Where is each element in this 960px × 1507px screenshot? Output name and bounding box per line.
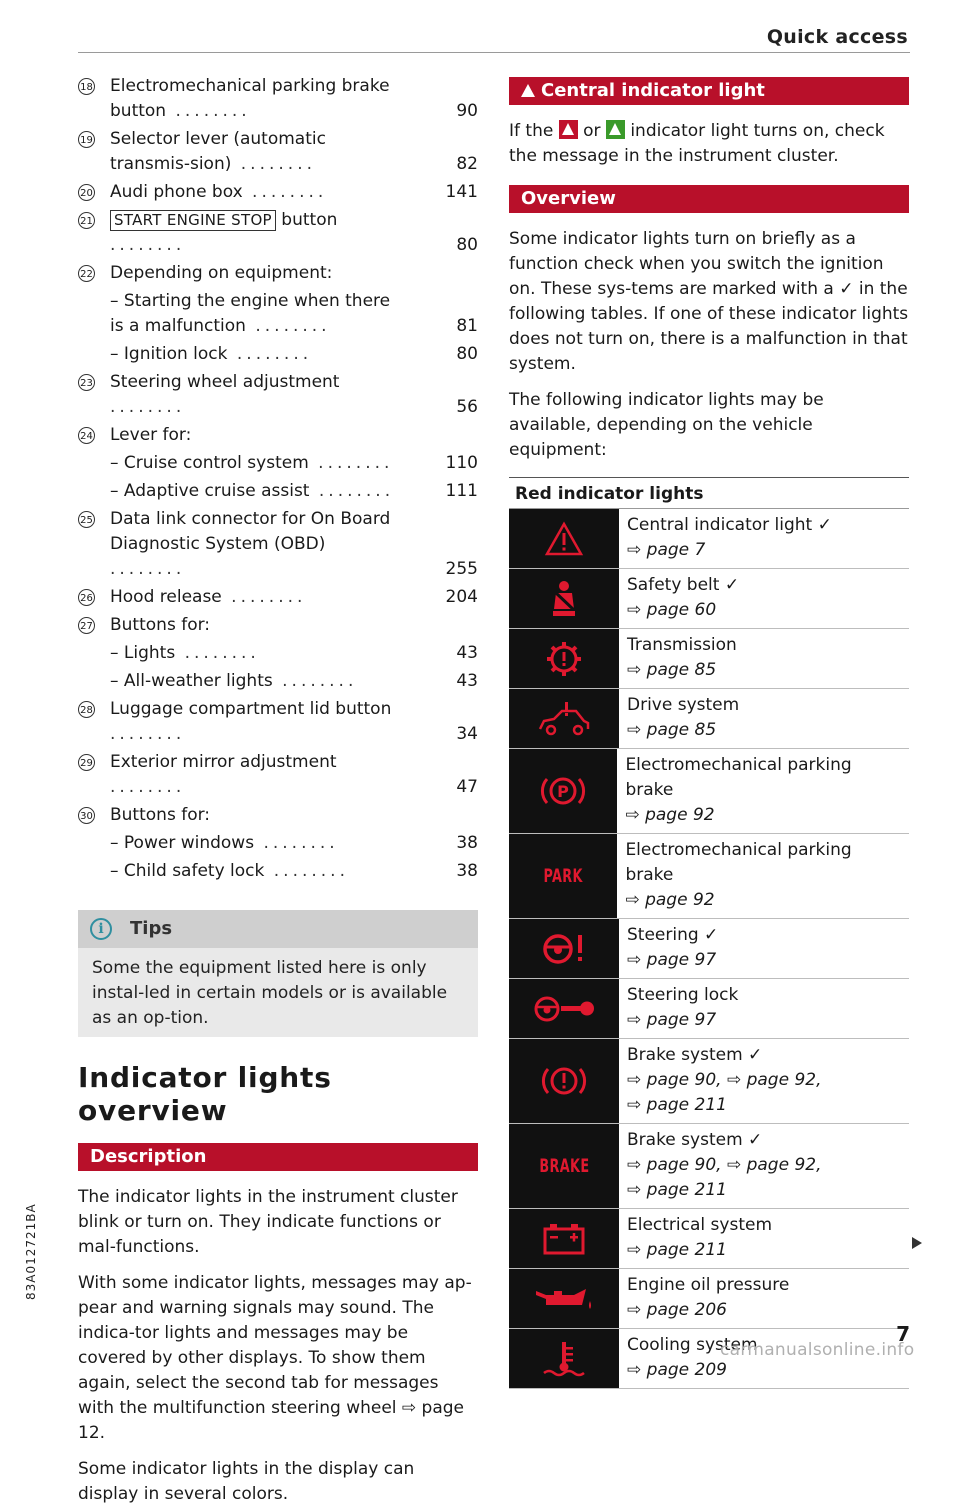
page-reference: 47: [456, 777, 478, 797]
leader-dots: ........: [245, 316, 331, 336]
yellow-warning-indicator-icon: [606, 120, 625, 139]
red-warning-indicator-icon: [559, 120, 578, 139]
indicator-title: Electromechanical parking brake: [625, 840, 852, 885]
leader-dots: ........: [110, 559, 186, 579]
page-reference: 111: [445, 481, 478, 501]
steering-icon: [509, 919, 619, 978]
indicator-title: Central indicator light ✓: [627, 515, 832, 535]
page-reference: 38: [456, 861, 478, 881]
indicator-row: [509, 1124, 909, 1209]
component-text: Buttons for:: [110, 615, 211, 635]
description-paragraph-2: With some indicator lights, messages may ap-pear and warning signals may sound. The indica-tor lights and messages may be covered by other displays. To show them again, select the second tab for messages with the multifunction steering wheel ⇨ page 12.: [78, 1273, 472, 1443]
indicator-page-link[interactable]: ⇨ page 211: [627, 1240, 727, 1260]
coolant-icon: [509, 1329, 619, 1388]
right-column: [509, 77, 909, 1389]
leader-dots: ........: [166, 101, 251, 121]
component-text: Exterior mirror adjustment: [110, 752, 337, 772]
indicator-row: [509, 569, 909, 629]
overview-paragraph-1: Some indicator lights turn on briefly as a function check when you switch the ignition on. These sys-tems are marked with a ✓ in the following tables. If one of these indicator lights does not turn on, there is a malfunction in that system.: [509, 229, 909, 374]
page-reference: 34: [456, 724, 478, 744]
document-code: 83A012721BA: [24, 1203, 38, 1300]
component-text: Hood release: [110, 587, 222, 607]
indicator-title: Brake system ✓: [627, 1130, 763, 1150]
component-item: [78, 208, 478, 258]
component-subitem: [110, 479, 478, 504]
leader-dots: ........: [110, 777, 186, 797]
component-subitem: [110, 859, 478, 884]
page-reference: 81: [456, 316, 478, 336]
leader-dots: ........: [264, 861, 349, 881]
component-item: [78, 585, 478, 610]
component-subitem: [110, 342, 478, 367]
indicator-row: [509, 509, 909, 569]
component-item: [78, 750, 478, 800]
parking-brake-icon: [509, 749, 617, 833]
component-item: [78, 423, 478, 448]
leader-dots: ........: [110, 724, 186, 744]
component-item: [78, 697, 478, 747]
component-list: [78, 74, 478, 884]
component-subitem: [110, 641, 478, 666]
callout-number: 18: [78, 78, 95, 95]
leader-dots: ........: [272, 671, 358, 691]
indicator-row: [509, 1269, 909, 1329]
indicator-page-link[interactable]: ⇨ page 92: [625, 805, 715, 825]
oil-pressure-icon: [509, 1269, 619, 1328]
steering-lock-icon: [509, 979, 619, 1038]
svg-text:P: P: [557, 782, 570, 801]
indicator-title: Steering ✓: [627, 925, 719, 945]
page-reference: 80: [456, 344, 478, 364]
red-indicator-table: [509, 509, 909, 1389]
leader-dots: ........: [110, 397, 186, 417]
left-column: [78, 74, 478, 1507]
overview-paragraph-2: The following indicator lights may be available, depending on the vehicle equipment:: [509, 390, 824, 460]
page-header-title: Quick access: [766, 26, 908, 48]
leader-dots: ........: [309, 481, 395, 501]
component-text: – Starting the engine when there is a malfunction: [110, 291, 391, 336]
callout-number: 27: [78, 617, 95, 634]
info-icon: i: [90, 918, 112, 940]
indicator-page-link[interactable]: ⇨ page 90, ⇨ page 92,: [627, 1155, 822, 1175]
indicator-title: Safety belt ✓: [627, 575, 740, 595]
component-item: [78, 74, 478, 124]
description-paragraph-3: Some indicator lights in the display can display in several colors.: [78, 1459, 415, 1504]
leader-dots: ........: [254, 833, 339, 853]
leader-dots: ........: [175, 643, 260, 663]
tips-header: [78, 910, 478, 948]
component-item: [78, 370, 478, 420]
indicator-title: Electromechanical parking brake: [625, 755, 852, 800]
drive-system-icon: [509, 689, 619, 748]
component-item: [78, 613, 478, 638]
component-item: [78, 261, 478, 286]
component-text: – All-weather lights: [110, 671, 273, 691]
warning-triangle-icon: [521, 84, 535, 97]
callout-number: 30: [78, 807, 95, 824]
leader-dots: ........: [242, 182, 328, 202]
description-heading: Description: [78, 1143, 478, 1171]
callout-number: 19: [78, 131, 95, 148]
indicator-row: [509, 689, 909, 749]
indicator-page-link[interactable]: ⇨ page 206: [627, 1300, 727, 1320]
safety-belt-icon: [509, 569, 619, 628]
leader-dots: ........: [231, 154, 317, 174]
component-text: Luggage compartment lid button: [110, 699, 392, 719]
page-reference: 141: [445, 182, 478, 202]
callout-number: 21: [78, 212, 95, 229]
park-text-icon: PARK: [509, 834, 617, 918]
tips-box: [78, 910, 478, 1037]
leader-dots: ........: [308, 453, 394, 473]
indicator-page-link[interactable]: ⇨ page 209: [627, 1360, 727, 1380]
page-reference: 38: [456, 833, 478, 853]
indicator-row: [509, 749, 909, 834]
page-reference: 82: [456, 154, 478, 174]
callout-number: 22: [78, 265, 95, 282]
component-text: – Ignition lock: [110, 344, 228, 364]
component-item: [78, 507, 478, 582]
component-text: – Adaptive cruise assist: [110, 481, 310, 501]
page-reference: 110: [445, 453, 478, 473]
callout-number: 29: [78, 754, 95, 771]
component-subitem: [110, 451, 478, 476]
central-indicator-paragraph: If the or indicator light turns on, check the message in the instrument cluster.: [509, 121, 885, 166]
indicator-title: Cooling system: [627, 1335, 758, 1355]
indicator-page-link[interactable]: ⇨ page 97: [627, 950, 717, 970]
brake-system-icon: [509, 1039, 619, 1123]
callout-number: 20: [78, 184, 95, 201]
component-item: [78, 180, 478, 205]
indicator-row: [509, 979, 909, 1039]
callout-number: 23: [78, 374, 95, 391]
page-number: 7: [896, 1322, 910, 1346]
indicator-title: Transmission: [627, 635, 737, 655]
section-title: Indicator lights overview: [78, 1061, 332, 1127]
page-reference: 90: [456, 101, 478, 121]
component-text: Electromechanical parking brake button: [110, 76, 390, 121]
component-text: Buttons for:: [110, 805, 211, 825]
page-reference: 43: [456, 671, 478, 691]
indicator-page-link[interactable]: ⇨ page 97: [627, 1010, 717, 1030]
leader-dots: ........: [110, 235, 186, 255]
component-item: [78, 803, 478, 828]
indicator-page-link[interactable]: ⇨ page 7: [627, 540, 706, 560]
component-subitem: [110, 831, 478, 856]
page-reference: 80: [456, 235, 478, 255]
central-indicator-heading: Central indicator light: [509, 77, 909, 105]
indicator-row: [509, 1209, 909, 1269]
leader-dots: ........: [227, 344, 313, 364]
indicator-title: Electrical system: [627, 1215, 772, 1235]
component-text: – Cruise control system: [110, 453, 309, 473]
engine-button-label: START ENGINE STOP: [110, 210, 276, 231]
indicator-row: [509, 629, 909, 689]
component-text: Steering wheel adjustment: [110, 372, 340, 392]
battery-icon: [509, 1209, 619, 1268]
indicator-page-link[interactable]: ⇨ page 211: [627, 1180, 727, 1200]
component-text: Depending on equipment:: [110, 263, 333, 283]
page-reference: 255: [445, 559, 478, 579]
component-subitem: [110, 669, 478, 694]
component-text: – Child safety lock: [110, 861, 265, 881]
indicator-row: [509, 1039, 909, 1124]
indicator-page-link[interactable]: ⇨ page 92: [625, 890, 715, 910]
indicator-page-link[interactable]: ⇨ page 60: [627, 600, 717, 620]
transmission-icon: [509, 629, 619, 688]
component-item: [78, 127, 478, 177]
tips-label: Tips: [130, 918, 173, 939]
overview-heading: Overview: [509, 185, 909, 213]
component-text: Lever for:: [110, 425, 192, 445]
callout-number: 28: [78, 701, 95, 718]
continue-arrow-icon: [912, 1237, 922, 1249]
tips-body: Some the equipment listed here is only instal-led in certain models or is available as an op-tion.: [92, 958, 448, 1028]
indicator-page-link[interactable]: ⇨ page 85: [627, 660, 717, 680]
indicator-page-link[interactable]: ⇨ page 90, ⇨ page 92,: [627, 1070, 822, 1090]
header-divider: [78, 52, 910, 53]
indicator-title: Drive system: [627, 695, 740, 715]
indicator-page-link[interactable]: ⇨ page 211: [627, 1095, 727, 1115]
component-text: – Lights: [110, 643, 176, 663]
page-reference: 43: [456, 643, 478, 663]
component-text: Data link connector for On Board Diagnostic System (OBD): [110, 509, 391, 554]
leader-dots: ........: [221, 587, 307, 607]
callout-number: 26: [78, 589, 95, 606]
page-reference: 204: [445, 587, 478, 607]
indicator-title: Steering lock: [627, 985, 739, 1005]
component-text: – Power windows: [110, 833, 255, 853]
central-warning-icon: [509, 509, 619, 568]
red-indicator-table-heading: Red indicator lights: [509, 477, 909, 509]
component-text: Selector lever (automatic transmis-sion): [110, 129, 326, 174]
callout-number: 24: [78, 427, 95, 444]
page-reference: 56: [456, 397, 478, 417]
watermark: carmanualsonline.info: [720, 1340, 915, 1360]
indicator-row: [509, 919, 909, 979]
component-text: Audi phone box: [110, 182, 243, 202]
component-subitem: [110, 289, 478, 339]
indicator-row: [509, 834, 909, 919]
description-paragraph-1: The indicator lights in the instrument cluster blink or turn on. They indicate functions or mal-functions.: [78, 1187, 458, 1257]
indicator-page-link[interactable]: ⇨ page 85: [627, 720, 717, 740]
brake-text-icon: BRAKE: [509, 1124, 619, 1208]
callout-number: 25: [78, 511, 95, 528]
indicator-title: Engine oil pressure: [627, 1275, 790, 1295]
indicator-title: Brake system ✓: [627, 1045, 763, 1065]
component-text: button: [281, 210, 338, 230]
